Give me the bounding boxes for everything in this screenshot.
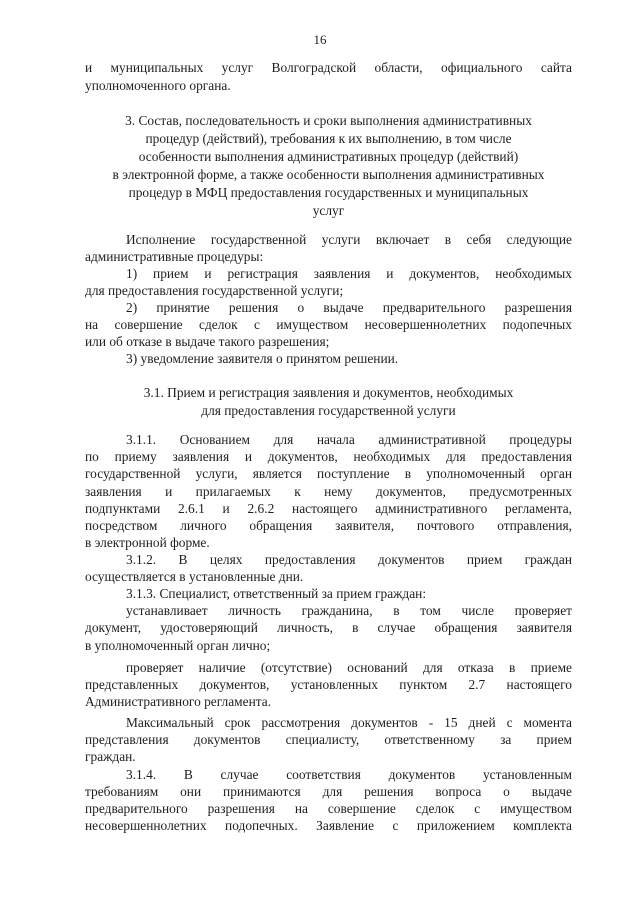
text-line: и муниципальных услуг Волгоградской области, официального сайта bbox=[85, 60, 572, 75]
text-line: 3.1.3. Специалист, ответственный за прием граждан: bbox=[126, 586, 427, 601]
text-line: для предоставления государственной услуги; bbox=[85, 283, 344, 298]
section-heading-line: в электронной форме, а также особенности выполнения административных bbox=[112, 167, 545, 182]
text-line: Исполнение государственной услуги включает в себя следующие bbox=[126, 232, 572, 247]
text-line: заявления и прилагаемых к нему документов, предусмотренных bbox=[85, 484, 572, 499]
text-line: требованиям они принимаются для решения вопроса о выдаче bbox=[85, 784, 572, 799]
text-line: 3.1.4. В случае соответствия документов установленным bbox=[126, 767, 572, 782]
page-number: 16 bbox=[313, 32, 327, 47]
text-line: посредством личного обращения заявителя, почтового отправления, bbox=[85, 518, 572, 533]
section-heading-line: процедур (действий), требования к их выполнению, в том числе bbox=[145, 131, 512, 146]
text-line: проверяет наличие (отсутствие) оснований для отказа в приеме bbox=[126, 660, 572, 675]
text-line: осуществляется в установленные дни. bbox=[85, 569, 304, 584]
text-line: Максимальный срок рассмотрения документов - 15 дней с момента bbox=[126, 715, 572, 730]
section-heading-line: особенности выполнения административных процедур (действий) bbox=[138, 149, 519, 164]
text-line: 3.1.2. В целях предоставления документов прием граждан bbox=[126, 552, 572, 567]
text-line: предварительного разрешения на совершение сделок с имуществом bbox=[85, 801, 572, 816]
text-line: подпунктами 2.6.1 и 2.6.2 настоящего административного регламента, bbox=[85, 501, 572, 516]
text-line: устанавливает личность гражданина, в том числе проверяет bbox=[126, 603, 572, 618]
text-line: по приему заявления и документов, необходимых для предоставления bbox=[85, 449, 572, 464]
text-line: или об отказе в выдаче такого разрешения; bbox=[85, 334, 330, 349]
text-line: граждан. bbox=[85, 749, 136, 764]
section-heading-line: услуг bbox=[312, 203, 345, 218]
text-line: 3.1.1. Основанием для начала административной процедуры bbox=[126, 432, 572, 447]
text-line: представления документов специалисту, ответственному за прием bbox=[85, 732, 572, 747]
subsection-heading-line: для предоставления государственной услуги bbox=[201, 403, 456, 418]
text-line: на совершение сделок с имуществом несовершеннолетних подопечных bbox=[85, 317, 572, 332]
section-heading-line: 3. Состав, последовательность и сроки выполнения административных bbox=[125, 113, 532, 128]
list-item: 2) принятие решения о выдаче предварительного разрешения bbox=[126, 300, 572, 315]
list-item: 1) прием и регистрация заявления и документов, необходимых bbox=[126, 266, 572, 281]
subsection-heading-line: 3.1. Прием и регистрация заявления и документов, необходимых bbox=[143, 385, 514, 400]
list-item: 3) уведомление заявителя о принятом решении. bbox=[126, 351, 399, 366]
text-line: государственной услуги, является поступление в уполномоченный орган bbox=[85, 466, 572, 481]
text-line: уполномоченного органа. bbox=[85, 78, 231, 93]
text-line: в электронной форме. bbox=[85, 535, 210, 550]
text-line: документ, удостоверяющий личность, в случае обращения заявителя bbox=[85, 620, 572, 635]
text-line: представленных документов, установленных пунктом 2.7 настоящего bbox=[85, 677, 572, 692]
section-heading-line: процедур в МФЦ предоставления государственных и муниципальных bbox=[128, 185, 529, 200]
text-line: несовершеннолетних подопечных. Заявление с приложением комплекта bbox=[85, 818, 572, 833]
text-line: Административного регламента. bbox=[85, 694, 272, 709]
text-line: административные процедуры: bbox=[85, 249, 264, 264]
text-line: в уполномоченный орган лично; bbox=[85, 638, 271, 653]
